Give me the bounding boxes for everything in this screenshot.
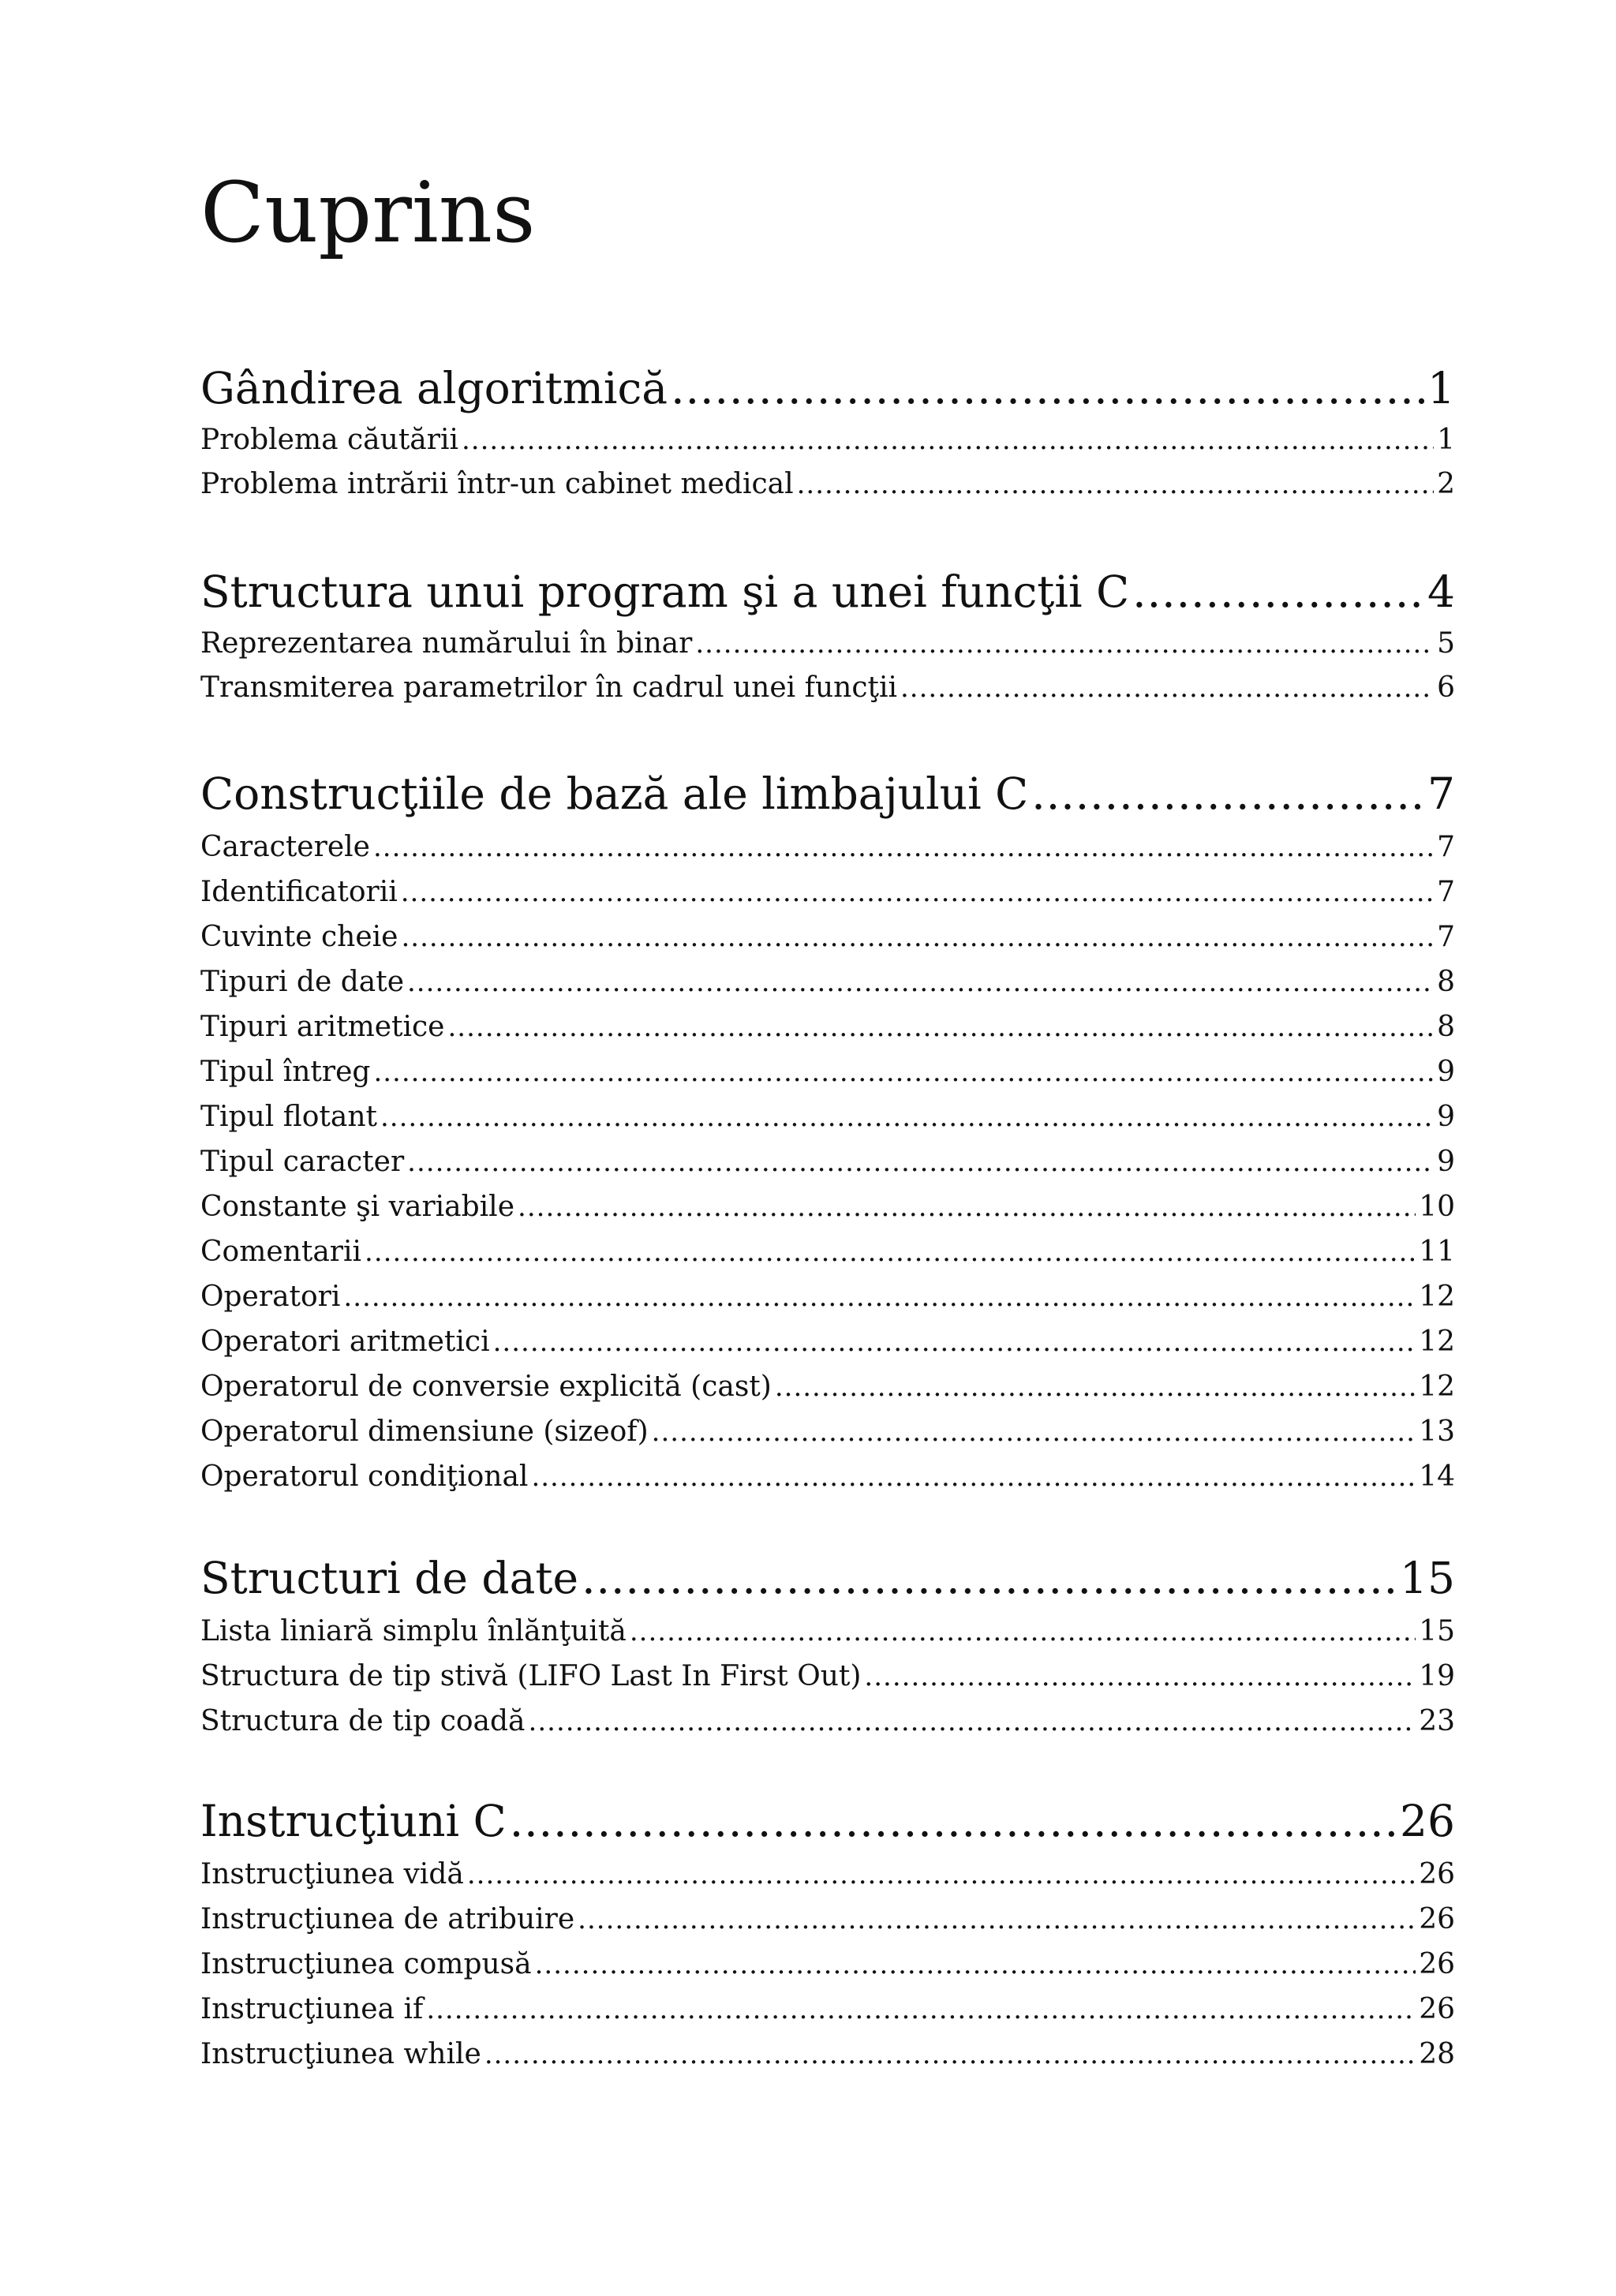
toc-leader	[467, 1853, 1416, 1897]
toc-section[interactable]	[200, 1610, 1455, 1654]
toc-chapter-title: Structura unui program şi a unei funcţii C	[200, 567, 1130, 617]
toc-section[interactable]	[200, 960, 1455, 1004]
toc-leader	[373, 1050, 1434, 1094]
toc-section[interactable]	[200, 870, 1455, 914]
toc-section-page: 15	[1419, 1615, 1455, 1647]
toc-section[interactable]	[200, 1943, 1455, 1987]
toc-chapter-title: Structuri de date	[200, 1553, 579, 1603]
toc-section-title: Reprezentarea numărului în binar	[200, 627, 693, 660]
toc-chapter-page: 4	[1427, 567, 1455, 617]
toc-section[interactable]	[200, 1987, 1455, 2032]
toc-section[interactable]	[200, 1230, 1455, 1274]
toc-section-title: Instrucţiunea while	[200, 2038, 481, 2070]
toc-section[interactable]	[200, 622, 1455, 666]
toc-section-title: Caracterele	[200, 831, 370, 863]
toc-section-page: 23	[1419, 1705, 1455, 1737]
toc-section-page: 7	[1437, 831, 1455, 863]
toc-section-title: Operatori	[200, 1281, 341, 1313]
toc-section-page: 8	[1437, 1011, 1455, 1043]
toc-leader	[484, 2032, 1416, 2077]
toc-section-title: Problema intrării într-un cabinet medical	[200, 468, 794, 500]
toc-section-title: Structura de tip coadă	[200, 1705, 526, 1737]
toc-section[interactable]	[200, 1140, 1455, 1184]
document-page	[200, 0, 1455, 2296]
toc-section-title: Identificatorii	[200, 876, 398, 908]
toc-leader	[652, 1410, 1416, 1454]
toc-chapter[interactable]	[200, 762, 1455, 825]
toc-section[interactable]	[200, 1050, 1455, 1094]
toc-leader	[510, 1789, 1397, 1853]
toc-section-title: Transmiterea parametrilor în cadrul unei funcţii	[200, 671, 897, 704]
toc-leader	[797, 462, 1434, 507]
toc-section-title: Operatorul condiţional	[200, 1460, 529, 1493]
toc-leader	[1132, 560, 1424, 623]
toc-section-title: Tipul caracter	[200, 1146, 405, 1178]
toc-chapter[interactable]	[200, 357, 1455, 420]
toc-section-page: 12	[1419, 1370, 1455, 1403]
toc-section-title: Constante şi variabile	[200, 1191, 515, 1223]
toc-leader	[365, 1230, 1416, 1274]
toc-leader	[695, 622, 1434, 666]
toc-leader	[447, 1005, 1434, 1049]
toc-chapter-title: Instrucţiuni C	[200, 1796, 507, 1846]
toc-section-page: 26	[1419, 1903, 1455, 1935]
toc-chapter-title: Gândirea algoritmică	[200, 363, 668, 413]
toc-section-page: 7	[1437, 876, 1455, 908]
toc-leader	[407, 1140, 1434, 1184]
toc-section[interactable]	[200, 1853, 1455, 1897]
toc-section-page: 2	[1437, 468, 1455, 500]
toc-leader	[531, 1455, 1416, 1499]
toc-section[interactable]	[200, 462, 1455, 507]
toc-leader	[671, 357, 1424, 420]
toc-section-page: 14	[1419, 1460, 1455, 1493]
toc-leader	[864, 1655, 1416, 1699]
toc-section-page: 12	[1419, 1326, 1455, 1358]
toc-section-title: Instrucţiunea compusă	[200, 1948, 532, 1980]
toc-section-page: 10	[1419, 1191, 1455, 1223]
toc-section[interactable]	[200, 1365, 1455, 1409]
toc-section-page: 9	[1437, 1101, 1455, 1133]
toc-section[interactable]	[200, 825, 1455, 869]
toc-leader	[343, 1275, 1416, 1319]
toc-section[interactable]	[200, 1185, 1455, 1229]
toc-leader	[462, 418, 1434, 462]
toc-leader	[1031, 762, 1424, 825]
toc-section[interactable]	[200, 1410, 1455, 1454]
toc-leader	[578, 1898, 1416, 1942]
toc-leader	[407, 960, 1434, 1004]
toc-chapter-page: 1	[1427, 363, 1455, 413]
toc-section[interactable]	[200, 1700, 1455, 1744]
toc-section-title: Lista liniară simplu înlănţuită	[200, 1615, 627, 1647]
toc-section[interactable]	[200, 1005, 1455, 1049]
toc-leader	[426, 1987, 1416, 2032]
toc-section-page: 12	[1419, 1281, 1455, 1313]
toc-chapter-page: 26	[1400, 1796, 1455, 1846]
toc-section[interactable]	[200, 1275, 1455, 1319]
toc-section-title: Tipul flotant	[200, 1101, 377, 1133]
toc-chapter[interactable]	[200, 560, 1455, 623]
toc-chapter-title: Construcţiile de bază ale limbajului C	[200, 768, 1029, 819]
toc-section-title: Operatorul dimensiune (sizeof)	[200, 1415, 649, 1448]
toc-leader	[582, 1546, 1397, 1610]
toc-leader	[535, 1943, 1416, 1987]
toc-leader	[401, 870, 1434, 914]
toc-section-page: 11	[1419, 1236, 1455, 1268]
toc-leader	[900, 666, 1434, 710]
toc-section-page: 19	[1419, 1660, 1455, 1692]
toc-section[interactable]	[200, 1455, 1455, 1499]
toc-leader	[373, 825, 1434, 869]
toc-section-page: 28	[1419, 2038, 1455, 2070]
toc-section-page: 9	[1437, 1056, 1455, 1088]
toc-section-title: Structura de tip stivă (LIFO Last In First Out)	[200, 1660, 862, 1692]
toc-section-page: 8	[1437, 966, 1455, 998]
toc-section[interactable]	[200, 666, 1455, 710]
toc-section[interactable]	[200, 1095, 1455, 1139]
toc-section-page: 7	[1437, 921, 1455, 953]
toc-section-title: Instrucţiunea de atribuire	[200, 1903, 575, 1935]
page-title: Cuprins	[200, 164, 536, 261]
toc-leader	[493, 1320, 1416, 1364]
toc-section-page: 13	[1419, 1415, 1455, 1448]
toc-leader	[529, 1700, 1416, 1744]
toc-section[interactable]	[200, 915, 1455, 959]
toc-section-title: Instrucţiunea if	[200, 1993, 424, 2025]
toc-section-page: 1	[1437, 424, 1455, 456]
toc-section[interactable]	[200, 418, 1455, 462]
toc-leader	[380, 1095, 1434, 1139]
toc-section-title: Operatori aritmetici	[200, 1326, 490, 1358]
toc-section-title: Instrucţiunea vidă	[200, 1858, 464, 1890]
toc-leader	[775, 1365, 1416, 1409]
toc-section[interactable]	[200, 1320, 1455, 1364]
toc-section-title: Tipul întreg	[200, 1056, 371, 1088]
toc-section[interactable]	[200, 1655, 1455, 1699]
toc-section-page: 26	[1419, 1858, 1455, 1890]
toc-section[interactable]	[200, 2032, 1455, 2077]
toc-leader	[401, 915, 1434, 959]
toc-section-title: Operatorul de conversie explicită (cast)	[200, 1370, 772, 1403]
toc-section-page: 26	[1419, 1948, 1455, 1980]
toc-section-page: 9	[1437, 1146, 1455, 1178]
toc-chapter[interactable]	[200, 1546, 1455, 1610]
toc-section-title: Comentarii	[200, 1236, 362, 1268]
toc-chapter-page: 15	[1400, 1553, 1455, 1603]
toc-section-title: Problema căutării	[200, 424, 458, 456]
toc-leader	[518, 1185, 1416, 1229]
toc-section[interactable]	[200, 1898, 1455, 1942]
toc-section-title: Tipuri aritmetice	[200, 1011, 445, 1043]
toc-chapter-page: 7	[1427, 768, 1455, 819]
toc-section-page: 5	[1437, 627, 1455, 660]
toc-section-title: Tipuri de date	[200, 966, 404, 998]
toc-leader	[630, 1610, 1416, 1654]
toc-chapter[interactable]	[200, 1789, 1455, 1853]
toc-section-page: 26	[1419, 1993, 1455, 2025]
toc-section-title: Cuvinte cheie	[200, 921, 398, 953]
toc-section-page: 6	[1437, 671, 1455, 704]
